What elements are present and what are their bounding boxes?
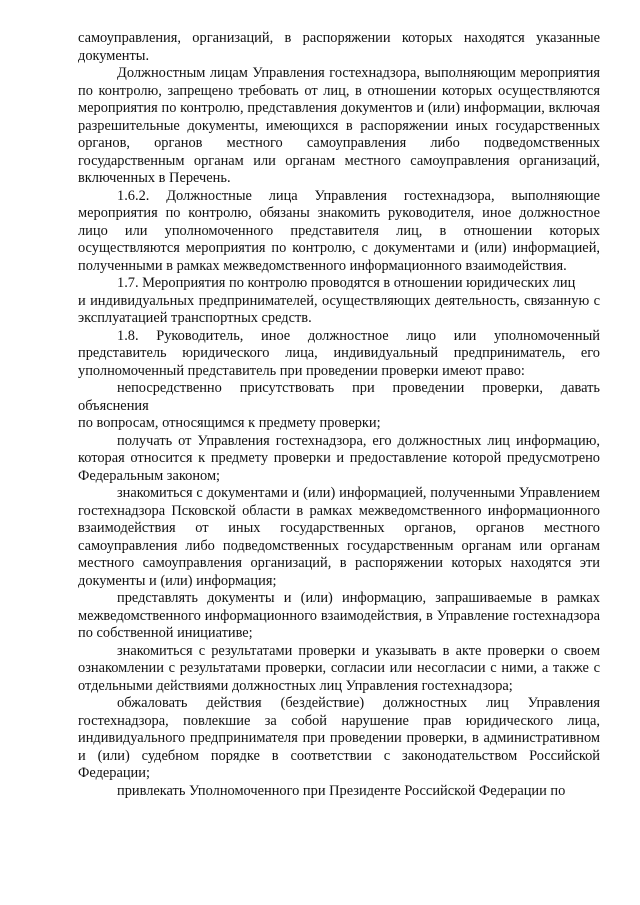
paragraph-8: по вопросам, относящимся к предмету проверки; (78, 415, 381, 431)
paragraph-12: знакомиться с результатами проверки и указывать в акте проверки о своем ознакомлении с результатами проверки, согласии или несогласии с ними, а также с отдельными действиями должностных лиц Управления гостехнадзора; (78, 642, 600, 694)
paragraph-5: и индивидуальных предпринимателей, осуществляющих деятельность, связанную с эксплуатацией транспортных средств. (78, 292, 600, 326)
paragraph-2: Должностным лицам Управления гостехнадзора, выполняющим мероприятия по контролю, запрещено требовать от лиц, в отношении которых осуществляются мероприятия по контролю, представления документов и (или) информации, включая разрешительные документы, имеющихся в распоряжении иных государственных органов, органов местного самоуправления либо подведомственных государственным органам или органам местного самоуправления организаций, включенных в Перечень. (78, 65, 600, 186)
paragraph-6: 1.8. Руководитель, иное должностное лицо или уполномоченный представитель юридического лица, индивидуальный предприниматель, его уполномоченный представитель при проведении проверки имеют право: (78, 327, 600, 379)
paragraph-3: 1.6.2. Должностные лица Управления гостехнадзора, выполняющие мероприятия по контролю, обязаны знакомить руководителя, иное должностное лицо или уполномоченного представителя лиц, в отношении которых осуществляются мероприятия по контролю, с документами и (или) информацией, полученными в рамках межведомственного информационного взаимодействия. (78, 187, 600, 274)
paragraph-7: непосредственно присутствовать при проведении проверки, давать объяснения (78, 380, 600, 414)
paragraph-1: самоуправления, организаций, в распоряжении которых находятся указанные документы. (78, 30, 600, 64)
paragraph-9: получать от Управления гостехнадзора, его должностных лиц информацию, которая относится к предмету проверки и предоставление которой предусмотрено Федеральным законом; (78, 432, 600, 484)
paragraph-13: обжаловать действия (бездействие) должностных лиц Управления гостехнадзора, повлекшие за собой нарушение прав юридического лица, индивидуального предпринимателя при проведении проверки, в административном и (или) судебном порядке в соответствии с законодательством Российской Федерации; (78, 695, 600, 781)
paragraph-11: представлять документы и (или) информацию, запрашиваемые в рамках межведомственного информационного взаимодействия, в Управление гостехнадзора по собственной инициативе; (78, 590, 600, 641)
paragraph-4: 1.7. Мероприятия по контролю проводятся в отношении юридических лиц (117, 275, 576, 291)
paragraph-10: знакомиться с документами и (или) информацией, полученными Управлением гостехнадзора Псковской области в рамках межведомственного информационного взаимодействия от иных государственных органов, органов местного самоуправления либо подведомственных государственным органам или органам местного самоуправления организаций, в распоряжении которых находятся эти документы и (или) информация; (78, 485, 600, 589)
paragraph-14: привлекать Уполномоченного при Президенте Российской Федерации по (117, 782, 566, 799)
